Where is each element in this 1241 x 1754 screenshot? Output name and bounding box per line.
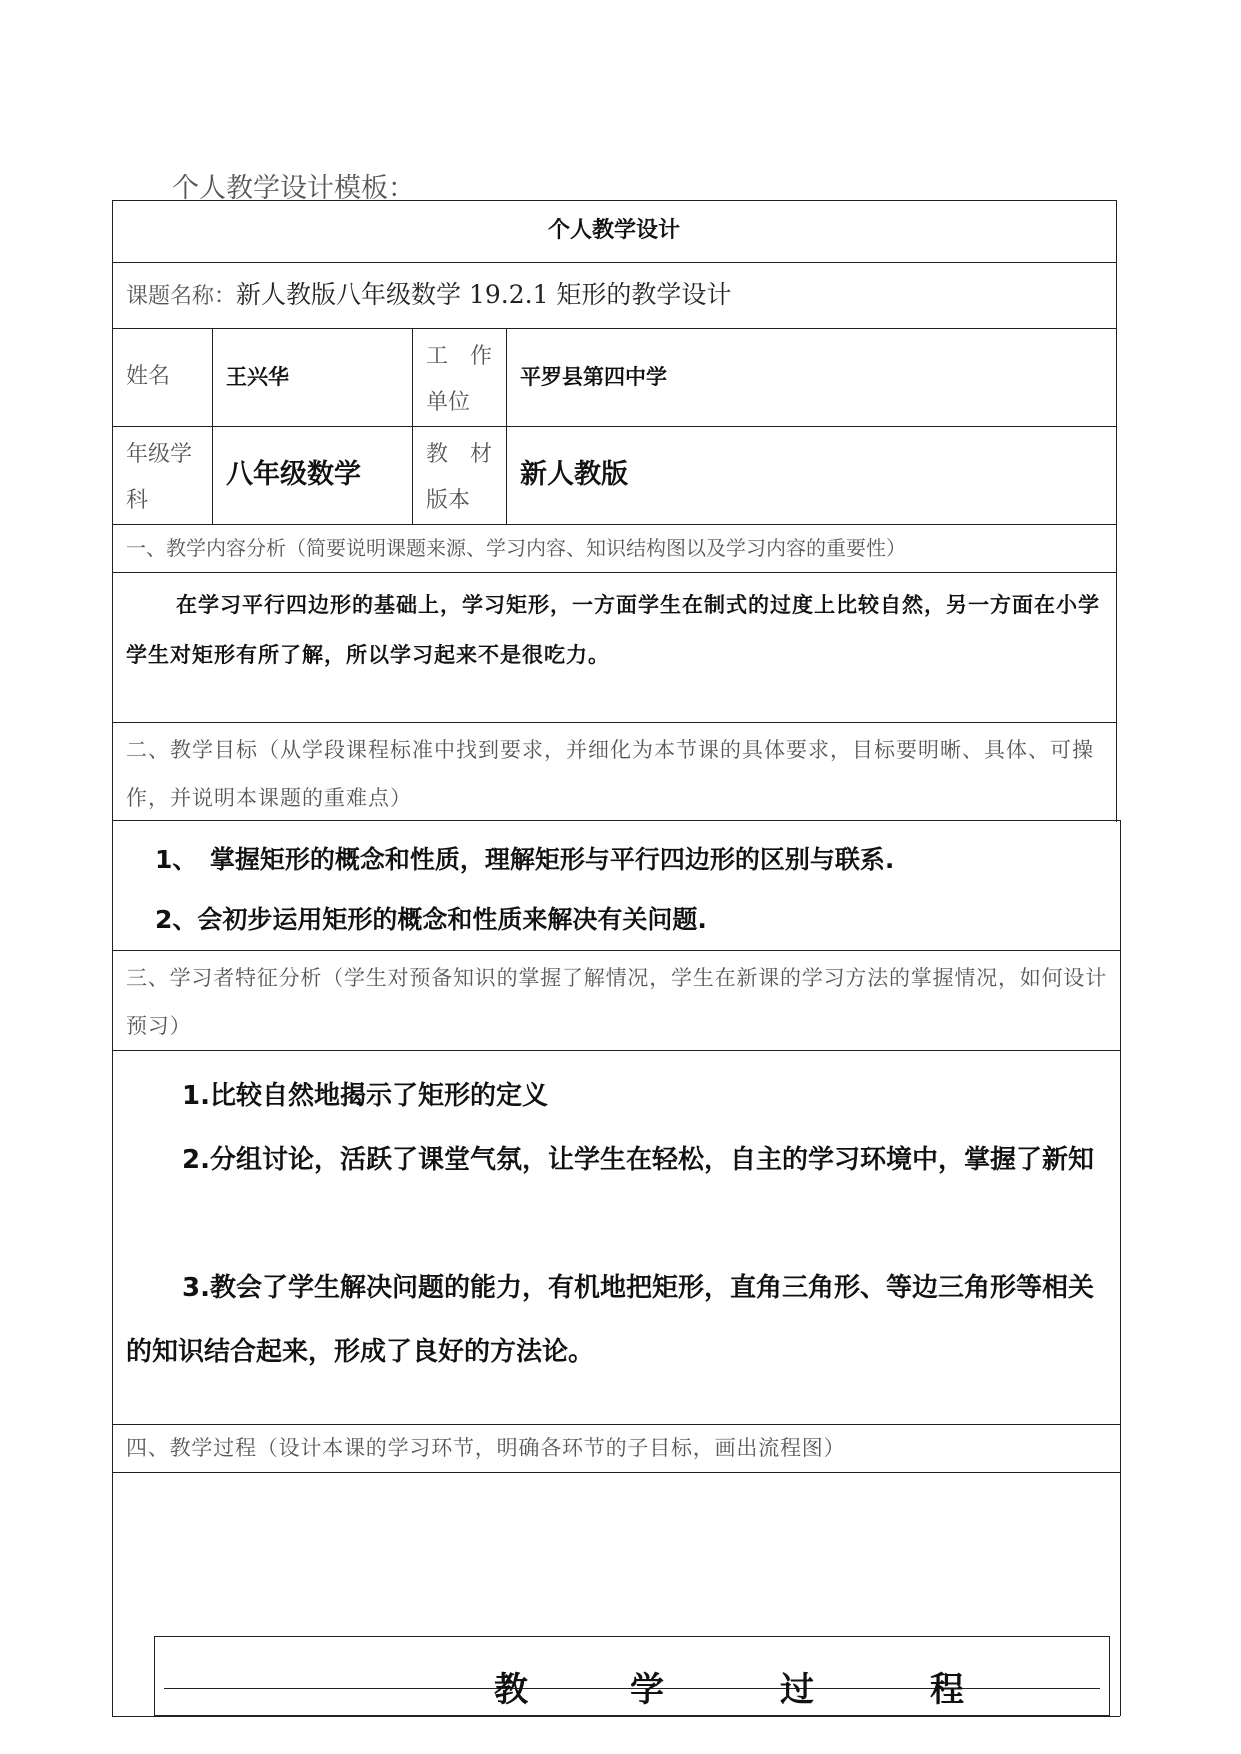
rule: [112, 1050, 1120, 1051]
edition-value: 新人教版: [520, 459, 628, 490]
rule: [506, 328, 507, 524]
name-value: 王兴华: [226, 365, 289, 389]
unit-value: 平罗县第四中学: [520, 365, 667, 389]
rule: [112, 200, 113, 1716]
rule: [1116, 200, 1117, 822]
section3-item1: 1.比较自然地揭示了矩形的定义: [182, 1081, 548, 1111]
section3-heading: 三、学习者特征分析（学生对预备知识的掌握了解情况，学生在新课的学习方法的掌握情况，如何设计预习）: [126, 966, 1107, 1038]
unit-label-line2: 单位: [426, 390, 471, 415]
rule: [112, 1716, 1120, 1717]
topic-label: 课题名称：: [126, 284, 237, 309]
section1-body: 在学习平行四边形的基础上，学习矩形，一方面学生在制式的过度上比较自然，另一方面在小学学生对矩形有所了解，所以学习起来不是很吃力。: [126, 593, 1100, 667]
unit-label: [426, 334, 492, 426]
section2-heading: 二、教学目标（从学段课程标准中找到要求，并细化为本节课的具体要求，目标要明晰、具体、可操作，并说明本课题的重难点）: [126, 738, 1094, 810]
section2-goal2: 2、会初步运用矩形的概念和性质来解决有关问题.: [155, 905, 707, 934]
process-title-char: 过: [780, 1670, 814, 1710]
grade-label: [126, 432, 192, 524]
rule: [112, 1472, 1120, 1473]
process-title-char: 程: [930, 1670, 964, 1710]
rule: [1120, 820, 1121, 1716]
rule: [112, 722, 1116, 723]
process-title-char: 学: [630, 1670, 664, 1710]
process-title-char: 教: [494, 1670, 528, 1710]
section2-goal1: 1、 掌握矩形的概念和性质，理解矩形与平行四边形的区别与联系.: [155, 845, 895, 874]
rule: [212, 328, 213, 524]
rule: [112, 572, 1116, 573]
section1-heading: 一、教学内容分析（简要说明课题来源、学习内容、知识结构图以及学习内容的重要性）: [126, 536, 906, 560]
topic-value: 新人教版八年级数学 19.2.1 矩形的教学设计: [236, 280, 732, 309]
edition-label-line2: 版本: [426, 488, 471, 513]
name-label: 姓名: [126, 364, 171, 389]
grade-label-line1: 年级学: [126, 442, 193, 467]
template-title: 个人教学设计模板：: [172, 173, 415, 204]
section3-item3: 3.教会了学生解决问题的能力，有机地把矩形，直角三角形、等边三角形等相关的知识结合起来，形成了良好的方法论。: [126, 1273, 1094, 1367]
unit-label-line1: 工 作: [426, 344, 493, 369]
grade-label-line2: 科: [126, 488, 149, 513]
edition-label-line1: 教 材: [426, 442, 493, 467]
rule: [112, 950, 1120, 951]
topic-row: [126, 262, 731, 328]
section3-item2: 2.分组讨论，活跃了课堂气氛，让学生在轻松，自主的学习环境中，掌握了新知: [182, 1145, 1094, 1175]
table-title: 个人教学设计: [547, 218, 680, 243]
section4-heading: 四、教学过程（设计本课的学习环节，明确各环节的子目标，画出流程图）: [126, 1436, 846, 1460]
grade-value: 八年级数学: [226, 459, 361, 490]
edition-label: [426, 432, 492, 524]
rule: [412, 328, 413, 524]
